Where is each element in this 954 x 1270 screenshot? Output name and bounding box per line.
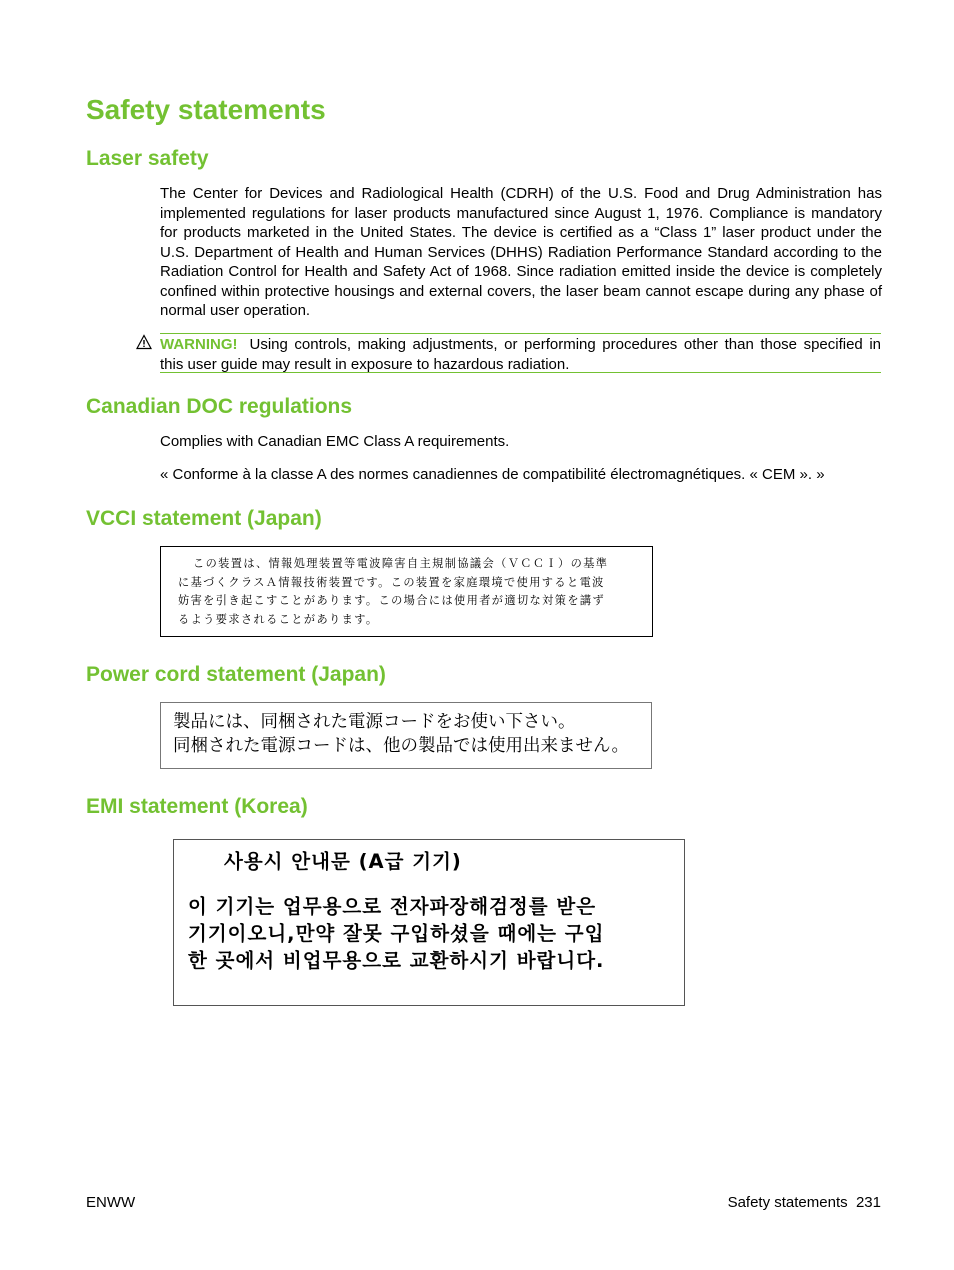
warning-label: WARNING! (160, 336, 238, 353)
canadian-doc-heading: Canadian DOC regulations (86, 395, 353, 418)
page-title: Safety statements (86, 94, 326, 125)
emi-line: 기기이오니,만약 잘못 구입하셨을 때에는 구입 (188, 922, 605, 945)
canadian-french-statement: « Conforme à la classe A des normes canadiennes de compatibilité électromagnétiques. « CEM ». » (160, 466, 825, 483)
vcci-statement-box (160, 546, 653, 637)
warning-text: Using controls, making adjustments, or performing procedures other than those specified in this user guide may result in exposure to hazardous radiation. (160, 336, 881, 373)
vcci-line: この装置は、情報処理装置等電波障害自主規制協議会（ＶＣＣＩ）の基準 (193, 557, 609, 570)
vcci-line: 妨害を引き起こすことがあります。この場合には使用者が適切な対策を講ず (178, 594, 606, 607)
emi-title-line: 사용시 안내문 (A급 기기) (224, 850, 462, 873)
footer-right (728, 1193, 881, 1213)
emi-line: 한 곳에서 비업무용으로 교환하시기 바랍니다. (188, 949, 605, 972)
warning-callout (160, 333, 881, 373)
warning-triangle-icon (136, 334, 152, 350)
power-cord-statement-box (160, 702, 652, 769)
emi-line: 이 기기는 업무용으로 전자파장해검정를 받은 (188, 895, 597, 918)
laser-safety-body: The Center for Devices and Radiological Health (CDRH) of the U.S. Food and Drug Administration has implemented regulations for laser products manufactured since August 1, 1976. Compliance is mandatory for products marketed in the United States. The device is certified as a “Class 1” laser product under the U.S. Department of Health and Human Services (DHHS) Radiation Performance Standard according to the Radiation Control for Health and Safety Act of 1968. Since radiation emitted inside the device is completely confined within protective housings and external covers, the laser beam cannot escape during any phase of normal user operation. (160, 185, 882, 319)
warning-text-block (160, 334, 881, 374)
emi-korea-heading: EMI statement (Korea) (86, 795, 308, 818)
power-cord-heading: Power cord statement (Japan) (86, 663, 386, 686)
vcci-line: に基づくクラスＡ情報技術装置です。この装置を家庭環境で使用すると電波 (178, 575, 605, 589)
footer-section-title: Safety statements (727, 1194, 848, 1211)
emi-statement-box (173, 839, 685, 1006)
power-cord-line: 製品には、同梱された電源コードをお使い下さい。 (173, 712, 576, 732)
power-cord-line: 同梱された電源コードは、他の製品では使用出来ません。 (173, 736, 630, 756)
page-number: 231 (855, 1194, 881, 1211)
footer-left: ENWW (86, 1194, 136, 1211)
vcci-line: るよう要求されることがあります。 (178, 612, 379, 626)
vcci-heading: VCCI statement (Japan) (86, 507, 322, 530)
canadian-english-statement: Complies with Canadian EMC Class A requirements. (160, 433, 510, 450)
laser-safety-heading: Laser safety (86, 147, 209, 170)
